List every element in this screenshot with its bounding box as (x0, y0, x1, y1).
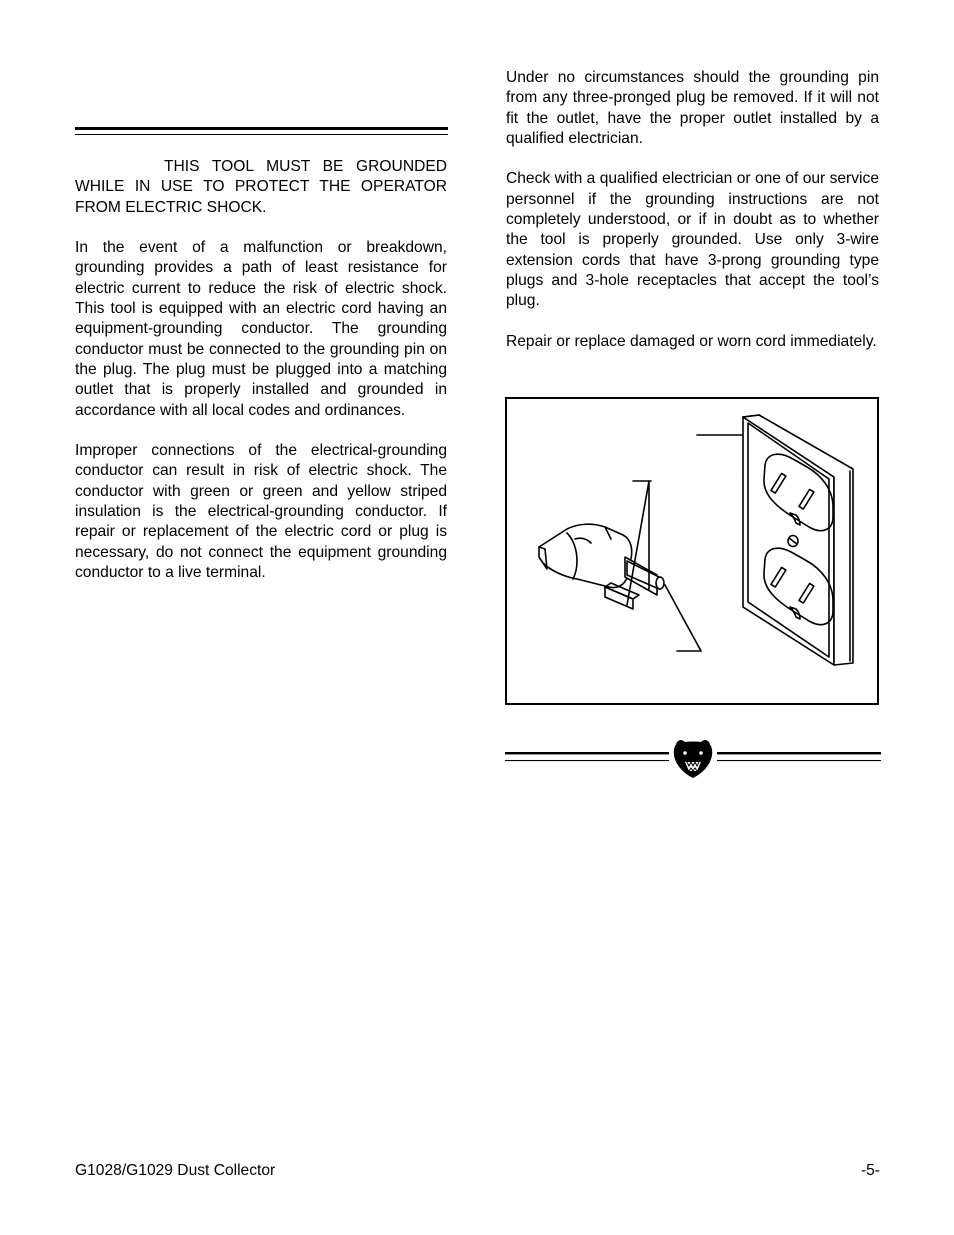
section-header-rule (75, 127, 448, 137)
rule-thin (75, 134, 448, 135)
pin-leader-diag (665, 585, 701, 651)
left-column (75, 157, 447, 604)
plug-outlet-figure (505, 397, 879, 705)
page-number: -5- (860, 1162, 880, 1179)
paragraph-malfunction: In the event of a malfunction or breakdown, grounding provides a path of least resistance for electric current to reduce the risk of electric shock. This tool is equipped with an electric cord having an equipment-grounding conductor. The grounding conductor must be connected to the grounding pin on the plug. The plug must be plugged into a matching outlet that is properly installed and grounded in accordance with all local codes and ordinances. (75, 239, 447, 419)
rule-thick (75, 127, 448, 130)
paragraph-grounding-pin: Under no circumstances should the grounding pin from any three-pronged plug be removed. If it will not fit the outlet, have the proper outlet installed by a qualified electrician. (506, 69, 879, 147)
bear-logo-divider (505, 740, 881, 780)
grounding-warning (75, 157, 447, 218)
paragraph-repair-cord: Repair or replace damaged or worn cord immediately. (506, 332, 877, 350)
right-column (506, 68, 879, 372)
grounding-warning-text: THIS TOOL MUST BE GROUNDED WHILE IN USE TO PROTECT THE OPERATOR FROM ELECTRIC SHOCK. (75, 158, 447, 216)
bear-logo-icon (505, 740, 881, 780)
plug-body (539, 524, 632, 587)
plug-outlet-illustration-icon (507, 399, 877, 703)
footer-title: G1028/G1029 Dust Collector (75, 1162, 276, 1179)
paragraph-check-electrician: Check with a qualified electrician or one of our service personnel if the grounding instructions are not completely understood, or if in doubt as to whether the tool is properly grounded. Use only 3-wire extension cords that have 3-prong grounding type plugs and 3-hole receptacles that accept the tool’s plug. (506, 170, 879, 310)
paragraph-improper-connections: Improper connections of the electrical-grounding conductor can result in risk of electric shock. The conductor with green or green and yellow striped insulation is the electrical-grounding conductor. If repair or replacement of the electric cord or plug is necessary, do not connect the equipment grounding conductor to a live terminal. (75, 442, 447, 581)
